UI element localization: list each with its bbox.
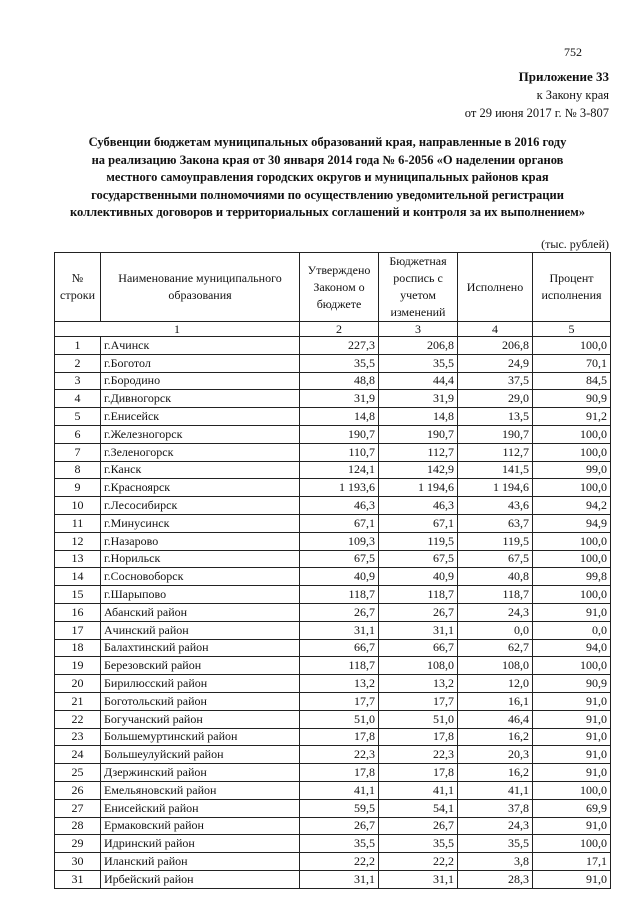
approved-cell: 66,7 — [300, 639, 379, 657]
header-executed: Исполнено — [458, 253, 533, 322]
budget-list-cell: 54,1 — [379, 799, 458, 817]
approved-cell: 227,3 — [300, 337, 379, 355]
municipality-name-cell: Ачинский район — [101, 621, 300, 639]
executed-cell: 20,3 — [458, 746, 533, 764]
executed-cell: 41,1 — [458, 781, 533, 799]
approved-cell: 110,7 — [300, 443, 379, 461]
row-number-cell: 13 — [55, 550, 101, 568]
percent-cell: 94,9 — [533, 514, 611, 532]
table-row — [55, 675, 611, 693]
row-number-cell: 31 — [55, 870, 101, 888]
row-number-cell: 11 — [55, 514, 101, 532]
approved-cell: 17,8 — [300, 764, 379, 782]
budget-list-cell: 31,1 — [379, 621, 458, 639]
municipality-name-cell: г.Норильск — [101, 550, 300, 568]
executed-cell: 24,9 — [458, 354, 533, 372]
column-number: 1 — [55, 322, 300, 337]
table-row — [55, 372, 611, 390]
table-row — [55, 799, 611, 817]
table-row — [55, 817, 611, 835]
row-number-cell: 8 — [55, 461, 101, 479]
row-number-cell: 25 — [55, 764, 101, 782]
row-number-cell: 24 — [55, 746, 101, 764]
approved-cell: 67,1 — [300, 514, 379, 532]
municipality-name-cell: г.Ачинск — [101, 337, 300, 355]
executed-cell: 3,8 — [458, 853, 533, 871]
column-number: 2 — [300, 322, 379, 337]
budget-list-cell: 17,7 — [379, 692, 458, 710]
table-row — [55, 443, 611, 461]
header-percent: Процент исполнения — [533, 253, 611, 322]
row-number-cell: 22 — [55, 710, 101, 728]
municipality-name-cell: г.Боготол — [101, 354, 300, 372]
executed-cell: 16,1 — [458, 692, 533, 710]
title-line: коллективных договоров и территориальных соглашений и контроля за их выполнением» — [70, 205, 585, 219]
executed-cell: 119,5 — [458, 532, 533, 550]
percent-cell: 100,0 — [533, 532, 611, 550]
approved-cell: 190,7 — [300, 425, 379, 443]
budget-list-cell: 41,1 — [379, 781, 458, 799]
approved-cell: 1 193,6 — [300, 479, 379, 497]
row-number-cell: 1 — [55, 337, 101, 355]
table-row — [55, 514, 611, 532]
executed-cell: 108,0 — [458, 657, 533, 675]
percent-cell: 90,9 — [533, 675, 611, 693]
title-line: государственными полномочиями по осуществлению уведомительной регистрации — [91, 187, 564, 202]
executed-cell: 37,5 — [458, 372, 533, 390]
approved-cell: 35,5 — [300, 354, 379, 372]
table-row — [55, 425, 611, 443]
table-row — [55, 692, 611, 710]
executed-cell: 63,7 — [458, 514, 533, 532]
approved-cell: 109,3 — [300, 532, 379, 550]
row-number-cell: 6 — [55, 425, 101, 443]
table-row — [55, 657, 611, 675]
percent-cell: 91,0 — [533, 710, 611, 728]
percent-cell: 91,0 — [533, 870, 611, 888]
budget-list-cell: 46,3 — [379, 497, 458, 515]
executed-cell: 28,3 — [458, 870, 533, 888]
approved-cell: 22,2 — [300, 853, 379, 871]
executed-cell: 141,5 — [458, 461, 533, 479]
row-number-cell: 14 — [55, 568, 101, 586]
approved-cell: 118,7 — [300, 586, 379, 604]
percent-cell: 91,0 — [533, 764, 611, 782]
approved-cell: 41,1 — [300, 781, 379, 799]
row-number-cell: 19 — [55, 657, 101, 675]
row-number-cell: 17 — [55, 621, 101, 639]
table-row — [55, 586, 611, 604]
row-number-cell: 30 — [55, 853, 101, 871]
percent-cell: 84,5 — [533, 372, 611, 390]
budget-list-cell: 17,8 — [379, 728, 458, 746]
approved-cell: 17,7 — [300, 692, 379, 710]
approved-cell: 26,7 — [300, 603, 379, 621]
table-row — [55, 479, 611, 497]
column-number: 5 — [533, 322, 611, 337]
header-approved: Утверждено Законом о бюджете — [300, 253, 379, 322]
budget-list-cell: 31,9 — [379, 390, 458, 408]
municipality-name-cell: г.Железногорск — [101, 425, 300, 443]
percent-cell: 100,0 — [533, 425, 611, 443]
table-row — [55, 639, 611, 657]
executed-cell: 206,8 — [458, 337, 533, 355]
percent-cell: 100,0 — [533, 443, 611, 461]
executed-cell: 0,0 — [458, 621, 533, 639]
table-row — [55, 390, 611, 408]
budget-list-cell: 206,8 — [379, 337, 458, 355]
approved-cell: 14,8 — [300, 408, 379, 426]
budget-list-cell: 31,1 — [379, 870, 458, 888]
approved-cell: 31,1 — [300, 621, 379, 639]
header-name: Наименование муниципального образования — [101, 253, 300, 322]
percent-cell: 91,0 — [533, 692, 611, 710]
document-title — [40, 134, 615, 222]
budget-list-cell: 13,2 — [379, 675, 458, 693]
municipality-name-cell: Березовский район — [101, 657, 300, 675]
percent-cell: 91,0 — [533, 728, 611, 746]
approved-cell: 67,5 — [300, 550, 379, 568]
budget-list-cell: 118,7 — [379, 586, 458, 604]
column-number: 3 — [379, 322, 458, 337]
table-row — [55, 354, 611, 372]
municipality-name-cell: Боготольский район — [101, 692, 300, 710]
appendix-title: Приложение 33 — [518, 69, 609, 84]
percent-cell: 99,0 — [533, 461, 611, 479]
page-number: 752 — [564, 45, 582, 59]
approved-cell: 31,9 — [300, 390, 379, 408]
executed-cell: 67,5 — [458, 550, 533, 568]
subventions-table — [54, 252, 611, 889]
executed-cell: 37,8 — [458, 799, 533, 817]
percent-cell: 100,0 — [533, 835, 611, 853]
municipality-name-cell: Емельяновский район — [101, 781, 300, 799]
percent-cell: 91,0 — [533, 746, 611, 764]
municipality-name-cell: Богучанский район — [101, 710, 300, 728]
executed-cell: 24,3 — [458, 817, 533, 835]
row-number-cell: 29 — [55, 835, 101, 853]
column-number: 4 — [458, 322, 533, 337]
column-numbers-row — [55, 322, 611, 337]
municipality-name-cell: Дзержинский район — [101, 764, 300, 782]
appendix-line-law: к Закону края — [536, 88, 609, 102]
budget-list-cell: 40,9 — [379, 568, 458, 586]
budget-list-cell: 67,5 — [379, 550, 458, 568]
table-row — [55, 728, 611, 746]
approved-cell: 118,7 — [300, 657, 379, 675]
municipality-name-cell: Иланский район — [101, 853, 300, 871]
row-number-cell: 3 — [55, 372, 101, 390]
municipality-name-cell: г.Енисейск — [101, 408, 300, 426]
executed-cell: 35,5 — [458, 835, 533, 853]
percent-cell: 100,0 — [533, 550, 611, 568]
executed-cell: 190,7 — [458, 425, 533, 443]
table-row — [55, 621, 611, 639]
table-row — [55, 764, 611, 782]
municipality-name-cell: г.Сосновоборск — [101, 568, 300, 586]
approved-cell: 26,7 — [300, 817, 379, 835]
percent-cell: 100,0 — [533, 657, 611, 675]
budget-list-cell: 26,7 — [379, 817, 458, 835]
approved-cell: 48,8 — [300, 372, 379, 390]
percent-cell: 100,0 — [533, 337, 611, 355]
approved-cell: 124,1 — [300, 461, 379, 479]
header-row-number: № строки — [55, 253, 101, 322]
row-number-cell: 28 — [55, 817, 101, 835]
municipality-name-cell: Идринский район — [101, 835, 300, 853]
row-number-cell: 4 — [55, 390, 101, 408]
executed-cell: 46,4 — [458, 710, 533, 728]
budget-list-cell: 67,1 — [379, 514, 458, 532]
percent-cell: 17,1 — [533, 853, 611, 871]
table-row — [55, 497, 611, 515]
municipality-name-cell: г.Шарыпово — [101, 586, 300, 604]
units-label: (тыс. рублей) — [541, 237, 609, 251]
header-budget-list: Бюджетная роспись с учетом изменений — [379, 253, 458, 322]
executed-cell: 112,7 — [458, 443, 533, 461]
row-number-cell: 18 — [55, 639, 101, 657]
budget-list-cell: 35,5 — [379, 354, 458, 372]
table-row — [55, 550, 611, 568]
row-number-cell: 21 — [55, 692, 101, 710]
table-row — [55, 835, 611, 853]
municipality-name-cell: г.Минусинск — [101, 514, 300, 532]
budget-list-cell: 190,7 — [379, 425, 458, 443]
table-row — [55, 337, 611, 355]
budget-list-cell: 26,7 — [379, 603, 458, 621]
appendix-line-date: от 29 июня 2017 г. № 3-807 — [464, 106, 609, 120]
row-number-cell: 16 — [55, 603, 101, 621]
title-line: местного самоуправления городских округов и муниципальных районов края — [106, 170, 549, 184]
executed-cell: 12,0 — [458, 675, 533, 693]
budget-list-cell: 119,5 — [379, 532, 458, 550]
row-number-cell: 15 — [55, 586, 101, 604]
percent-cell: 70,1 — [533, 354, 611, 372]
municipality-name-cell: г.Канск — [101, 461, 300, 479]
percent-cell: 100,0 — [533, 781, 611, 799]
row-number-cell: 27 — [55, 799, 101, 817]
budget-list-cell: 22,2 — [379, 853, 458, 871]
approved-cell: 31,1 — [300, 870, 379, 888]
municipality-name-cell: Ирбейский район — [101, 870, 300, 888]
municipality-name-cell: г.Дивногорск — [101, 390, 300, 408]
executed-cell: 62,7 — [458, 639, 533, 657]
municipality-name-cell: Енисейский район — [101, 799, 300, 817]
approved-cell: 59,5 — [300, 799, 379, 817]
municipality-name-cell: Бирилюсский район — [101, 675, 300, 693]
percent-cell: 91,2 — [533, 408, 611, 426]
percent-cell: 100,0 — [533, 586, 611, 604]
row-number-cell: 23 — [55, 728, 101, 746]
budget-list-cell: 51,0 — [379, 710, 458, 728]
row-number-cell: 5 — [55, 408, 101, 426]
table-row — [55, 603, 611, 621]
approved-cell: 35,5 — [300, 835, 379, 853]
executed-cell: 43,6 — [458, 497, 533, 515]
table-row — [55, 532, 611, 550]
table-row — [55, 408, 611, 426]
municipality-name-cell: Балахтинский район — [101, 639, 300, 657]
table-row — [55, 746, 611, 764]
budget-list-cell: 44,4 — [379, 372, 458, 390]
percent-cell: 69,9 — [533, 799, 611, 817]
approved-cell: 13,2 — [300, 675, 379, 693]
percent-cell: 0,0 — [533, 621, 611, 639]
appendix-block — [465, 68, 609, 122]
municipality-name-cell: Ермаковский район — [101, 817, 300, 835]
executed-cell: 118,7 — [458, 586, 533, 604]
budget-list-cell: 108,0 — [379, 657, 458, 675]
municipality-name-cell: г.Красноярск — [101, 479, 300, 497]
executed-cell: 16,2 — [458, 728, 533, 746]
percent-cell: 91,0 — [533, 603, 611, 621]
percent-cell: 90,9 — [533, 390, 611, 408]
approved-cell: 22,3 — [300, 746, 379, 764]
budget-list-cell: 112,7 — [379, 443, 458, 461]
municipality-name-cell: г.Назарово — [101, 532, 300, 550]
percent-cell: 94,0 — [533, 639, 611, 657]
municipality-name-cell: г.Лесосибирск — [101, 497, 300, 515]
executed-cell: 13,5 — [458, 408, 533, 426]
table-row — [55, 781, 611, 799]
municipality-name-cell: Большеулуйский район — [101, 746, 300, 764]
approved-cell: 46,3 — [300, 497, 379, 515]
table-row — [55, 710, 611, 728]
percent-cell: 100,0 — [533, 479, 611, 497]
executed-cell: 29,0 — [458, 390, 533, 408]
executed-cell: 40,8 — [458, 568, 533, 586]
municipality-name-cell: Большемуртинский район — [101, 728, 300, 746]
municipality-name-cell: г.Бородино — [101, 372, 300, 390]
row-number-cell: 7 — [55, 443, 101, 461]
executed-cell: 24,3 — [458, 603, 533, 621]
table-row — [55, 853, 611, 871]
percent-cell: 91,0 — [533, 817, 611, 835]
executed-cell: 16,2 — [458, 764, 533, 782]
budget-list-cell: 142,9 — [379, 461, 458, 479]
row-number-cell: 20 — [55, 675, 101, 693]
row-number-cell: 9 — [55, 479, 101, 497]
budget-list-cell: 14,8 — [379, 408, 458, 426]
title-line: Субвенции бюджетам муниципальных образований края, направленные в 2016 году — [88, 135, 567, 149]
table-row — [55, 461, 611, 479]
row-number-cell: 2 — [55, 354, 101, 372]
approved-cell: 40,9 — [300, 568, 379, 586]
budget-list-cell: 35,5 — [379, 835, 458, 853]
table-row — [55, 870, 611, 888]
row-number-cell: 12 — [55, 532, 101, 550]
table-header-row — [55, 253, 611, 322]
budget-list-cell: 17,8 — [379, 764, 458, 782]
municipality-name-cell: г.Зеленогорск — [101, 443, 300, 461]
percent-cell: 94,2 — [533, 497, 611, 515]
executed-cell: 1 194,6 — [458, 479, 533, 497]
approved-cell: 17,8 — [300, 728, 379, 746]
budget-list-cell: 66,7 — [379, 639, 458, 657]
budget-list-cell: 22,3 — [379, 746, 458, 764]
row-number-cell: 10 — [55, 497, 101, 515]
row-number-cell: 26 — [55, 781, 101, 799]
budget-list-cell: 1 194,6 — [379, 479, 458, 497]
municipality-name-cell: Абанский район — [101, 603, 300, 621]
table-row — [55, 568, 611, 586]
percent-cell: 99,8 — [533, 568, 611, 586]
title-line: на реализацию Закона края от 30 января 2014 года № 6-2056 «О наделении органов — [91, 152, 564, 167]
approved-cell: 51,0 — [300, 710, 379, 728]
